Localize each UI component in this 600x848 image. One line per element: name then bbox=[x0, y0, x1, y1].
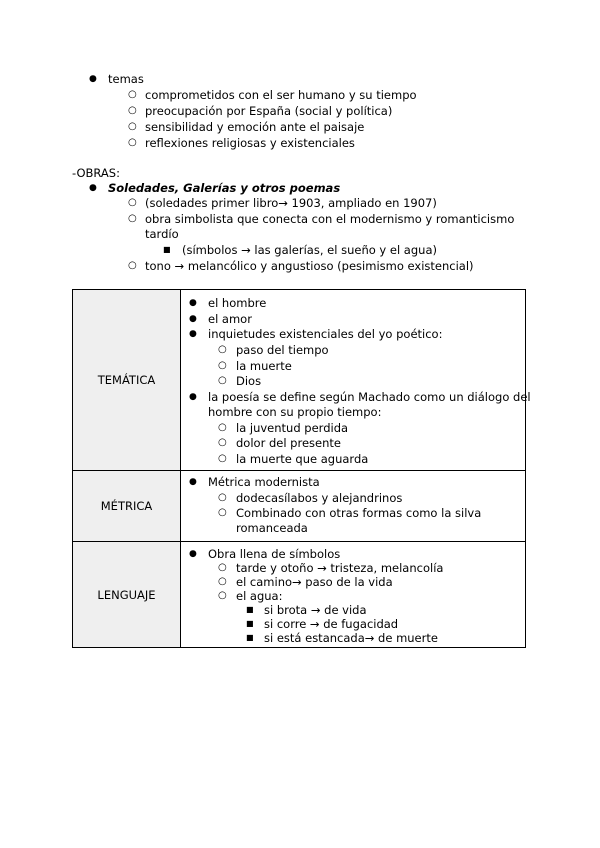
obras-item: tono → melancólico y angustioso (pesimismo existencial) bbox=[145, 259, 474, 273]
bullet-square: ■ bbox=[246, 605, 254, 614]
list-item: el amor bbox=[208, 312, 252, 326]
list-subsubitem: si brota → de vida bbox=[264, 603, 367, 617]
bullet-disc: ● bbox=[189, 392, 197, 402]
bullet-square: ■ bbox=[246, 619, 254, 628]
list-subitem: la muerte bbox=[236, 359, 292, 373]
list-subitem: tarde y otoño → tristeza, melancolía bbox=[236, 561, 444, 575]
bullet-circle: ○ bbox=[218, 562, 227, 573]
list-subitem: el agua: bbox=[236, 589, 283, 603]
temas-item: comprometidos con el ser humano y su tiempo bbox=[145, 88, 417, 102]
table-row bbox=[73, 542, 526, 648]
list-subitem: el camino→ paso de la vida bbox=[236, 575, 393, 589]
lenguaje-content bbox=[181, 542, 526, 648]
book-title: Soledades, Galerías y otros poemas bbox=[108, 181, 341, 195]
bullet-circle: ○ bbox=[128, 137, 137, 148]
list-item: la poesía se define según Machado como un diálogo del bbox=[208, 390, 531, 404]
bullet-disc: ● bbox=[189, 298, 197, 308]
bullet-circle: ○ bbox=[218, 507, 227, 518]
bullet-circle: ○ bbox=[218, 576, 227, 587]
bullet-circle: ○ bbox=[218, 492, 227, 503]
list-item: el hombre bbox=[208, 296, 267, 310]
tematica-content bbox=[181, 290, 531, 471]
list-item: Métrica modernista bbox=[208, 475, 320, 489]
bullet-circle: ○ bbox=[128, 121, 137, 132]
bullet-square: ■ bbox=[246, 633, 254, 642]
list-subitem: paso del tiempo bbox=[236, 343, 329, 357]
obras-subitem: (símbolos → las galerías, el sueño y el agua) bbox=[182, 243, 437, 257]
bullet-disc: ● bbox=[189, 329, 197, 339]
temas-item: preocupación por España (social y política) bbox=[145, 104, 393, 118]
list-subitem: la juventud perdida bbox=[236, 421, 349, 435]
row-header-lenguaje: LENGUAJE bbox=[73, 542, 181, 648]
obras-item-continued: tardío bbox=[145, 227, 179, 241]
list-item: Obra llena de símbolos bbox=[208, 547, 341, 561]
bullet-circle: ○ bbox=[218, 422, 227, 433]
bullet-circle: ○ bbox=[128, 260, 137, 271]
list-subsubitem: si está estancada→ de muerte bbox=[264, 631, 438, 645]
list-subitem: dolor del presente bbox=[236, 436, 341, 450]
summary-table bbox=[72, 289, 531, 648]
bullet-circle: ○ bbox=[128, 213, 137, 224]
table-row bbox=[73, 290, 526, 471]
bullet-disc: ● bbox=[189, 314, 197, 324]
temas-item: sensibilidad y emoción ante el paisaje bbox=[145, 120, 365, 134]
list-subsubitem: si corre → de fugacidad bbox=[264, 617, 399, 631]
bullet-circle: ○ bbox=[218, 453, 227, 464]
bullet-circle: ○ bbox=[128, 197, 137, 208]
bullet-square: ■ bbox=[163, 245, 171, 254]
row-header-metrica: MÉTRICA bbox=[73, 471, 181, 542]
list-subitem-continued: romanceada bbox=[236, 521, 308, 535]
bullet-circle: ○ bbox=[128, 105, 137, 116]
bullet-circle: ○ bbox=[218, 344, 227, 355]
bullet-disc: ● bbox=[89, 183, 97, 193]
list-item: inquietudes existenciales del yo poético: bbox=[208, 327, 443, 341]
bullet-circle: ○ bbox=[218, 360, 227, 371]
metrica-content bbox=[181, 471, 526, 542]
obras-item: obra simbolista que conecta con el modernismo y romanticismo bbox=[145, 212, 515, 226]
row-header-tematica: TEMÁTICA bbox=[73, 290, 181, 471]
bullet-circle: ○ bbox=[218, 375, 227, 386]
bullet-disc: ● bbox=[189, 477, 197, 487]
list-subitem: la muerte que aguarda bbox=[236, 452, 369, 466]
obras-item: (soledades primer libro→ 1903, ampliado en 1907) bbox=[145, 196, 437, 210]
temas-label: temas bbox=[108, 72, 144, 86]
obras-heading: -OBRAS: bbox=[72, 166, 120, 180]
temas-item: reflexiones religiosas y existenciales bbox=[145, 136, 355, 150]
bullet-disc: ● bbox=[89, 74, 97, 84]
list-subitem: Dios bbox=[236, 374, 262, 388]
bullet-disc: ● bbox=[189, 549, 197, 559]
bullet-circle: ○ bbox=[218, 437, 227, 448]
list-subitem: Combinado con otras formas como la silva bbox=[236, 506, 482, 520]
table-row bbox=[73, 471, 526, 542]
bullet-circle: ○ bbox=[128, 89, 137, 100]
bullet-circle: ○ bbox=[218, 590, 227, 601]
list-subitem: dodecasílabos y alejandrinos bbox=[236, 491, 403, 505]
list-item-continued: hombre con su propio tiempo: bbox=[208, 405, 382, 419]
